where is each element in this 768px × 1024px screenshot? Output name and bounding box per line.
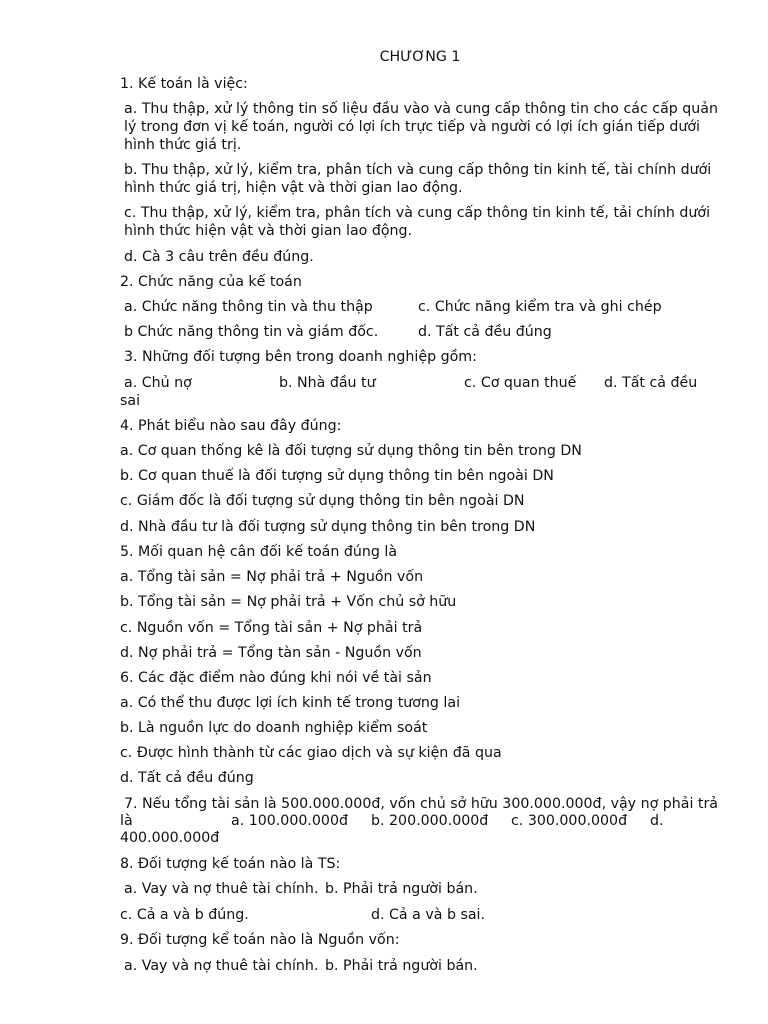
q1-option-d: d. Cà 3 câu trên đều đúng. (124, 249, 314, 265)
q2-option-a: a. Chức năng thông tin và thu thập (124, 299, 373, 315)
q5-option-c: c. Nguồn vốn = Tổng tài sản + Nợ phải trả (120, 620, 423, 636)
q7-option-d: d. (650, 813, 664, 829)
q5-option-a: a. Tổng tài sản = Nợ phải trả + Nguồn vốn (120, 569, 424, 585)
q6-option-c: c. Được hình thành từ các giao dịch và sự kiện đã qua (120, 745, 502, 761)
q4-option-b: b. Cơ quan thuế là đối tượng sử dụng thông tin bên ngoài DN (120, 468, 554, 484)
q9-option-b: b. Phải trả người bán. (325, 958, 478, 974)
question-4: 4. Phát biểu nào sau đây đúng: (120, 418, 342, 434)
question-5: 5. Mối quan hệ cân đối kế toán đúng là (120, 544, 398, 560)
question-3: 3. Những đối tượng bên trong doanh nghiệp gồm: (124, 349, 477, 365)
q3-option-b: b. Nhà đầu tư (279, 375, 376, 391)
q6-option-a: a. Có thể thu được lợi ích kinh tế trong tương lai (120, 695, 461, 711)
q6-option-d: d. Tất cả đều đúng (120, 770, 254, 786)
q2-option-b: b Chức năng thông tin và giám đốc. (124, 324, 379, 340)
q1-option-b: b. Thu thập, xử lý, kiểm tra, phân tích và cung cấp thông tin kinh tế, tài chính dưới hình thức giá trị, hiện vật và thời gian lao động. (124, 162, 712, 196)
q5-option-d: d. Nợ phải trả = Tổng tàn sản - Nguồn vốn (120, 645, 422, 661)
q6-option-b: b. Là nguồn lực do doanh nghiệp kiểm soát (120, 720, 428, 736)
q4-option-d: d. Nhà đầu tư là đối tượng sử dụng thông tin bên trong DN (120, 519, 536, 535)
question-6: 6. Các đặc điểm nào đúng khi nói về tài sản (120, 670, 432, 686)
q3-option-c: c. Cơ quan thuế (464, 375, 577, 391)
question-1: 1. Kế toán là việc: (120, 76, 248, 92)
q3-option-a: a. Chủ nợ (124, 375, 192, 391)
q8-option-d: d. Cả a và b sai. (371, 907, 485, 923)
q7-option-d-continued: 400.000.000đ (120, 830, 220, 846)
question-9: 9. Đối tượng kể toán nào là Nguồn vốn: (120, 932, 400, 948)
q9-option-a: a. Vay và nợ thuê tài chính. (124, 958, 319, 974)
q1-option-c: c. Thu thập, xử lý, kiểm tra, phân tích và cung cấp thông tin kinh tế, tải chính dưới hình thức hiện vật và thời gian lao động. (124, 205, 711, 239)
q2-option-c: c. Chức năng kiểm tra và ghi chép (418, 299, 662, 315)
q5-option-b: b. Tổng tài sản = Nợ phải trả + Vốn chủ sở hữu (120, 594, 457, 610)
q2-option-d: d. Tất cả đều đúng (418, 324, 552, 340)
question-2: 2. Chức năng của kế toán (120, 274, 302, 290)
q3-option-d-continued: sai (120, 393, 141, 409)
question-7-continued: là (120, 813, 133, 829)
q7-option-c: c. 300.000.000đ (511, 813, 628, 829)
q4-option-c: c. Giám đốc là đối tượng sử dụng thông tin bên ngoài DN (120, 493, 525, 509)
question-8: 8. Đối tượng kế toán nào là TS: (120, 856, 341, 872)
q8-option-a: a. Vay và nợ thuê tài chính. (124, 881, 319, 897)
q7-option-b: b. 200.000.000đ (371, 813, 489, 829)
q1-option-a: a. Thu thập, xử lý thông tin số liệu đầu vào và cung cấp thông tin cho các cấp quản lý trong đơn vị kế toán, người có lợi ích trực tiếp và người có lợi ích gián tiếp dưới hình thức giá trị. (124, 101, 718, 153)
q4-option-a: a. Cơ quan thống kê là đối tượng sử dụng thông tin bên trong DN (120, 443, 582, 459)
question-7: 7. Nếu tổng tài sản là 500.000.000đ, vốn chủ sở hữu 300.000.000đ, vậy nợ phải trả (124, 796, 718, 812)
q8-option-b: b. Phải trả người bán. (325, 881, 478, 897)
q3-option-d: d. Tất cả đều (604, 375, 698, 391)
q7-option-a: a. 100.000.000đ (231, 813, 348, 829)
q8-option-c: c. Cả a và b đúng. (120, 907, 249, 923)
chapter-title: CHƯƠNG 1 (379, 49, 461, 65)
